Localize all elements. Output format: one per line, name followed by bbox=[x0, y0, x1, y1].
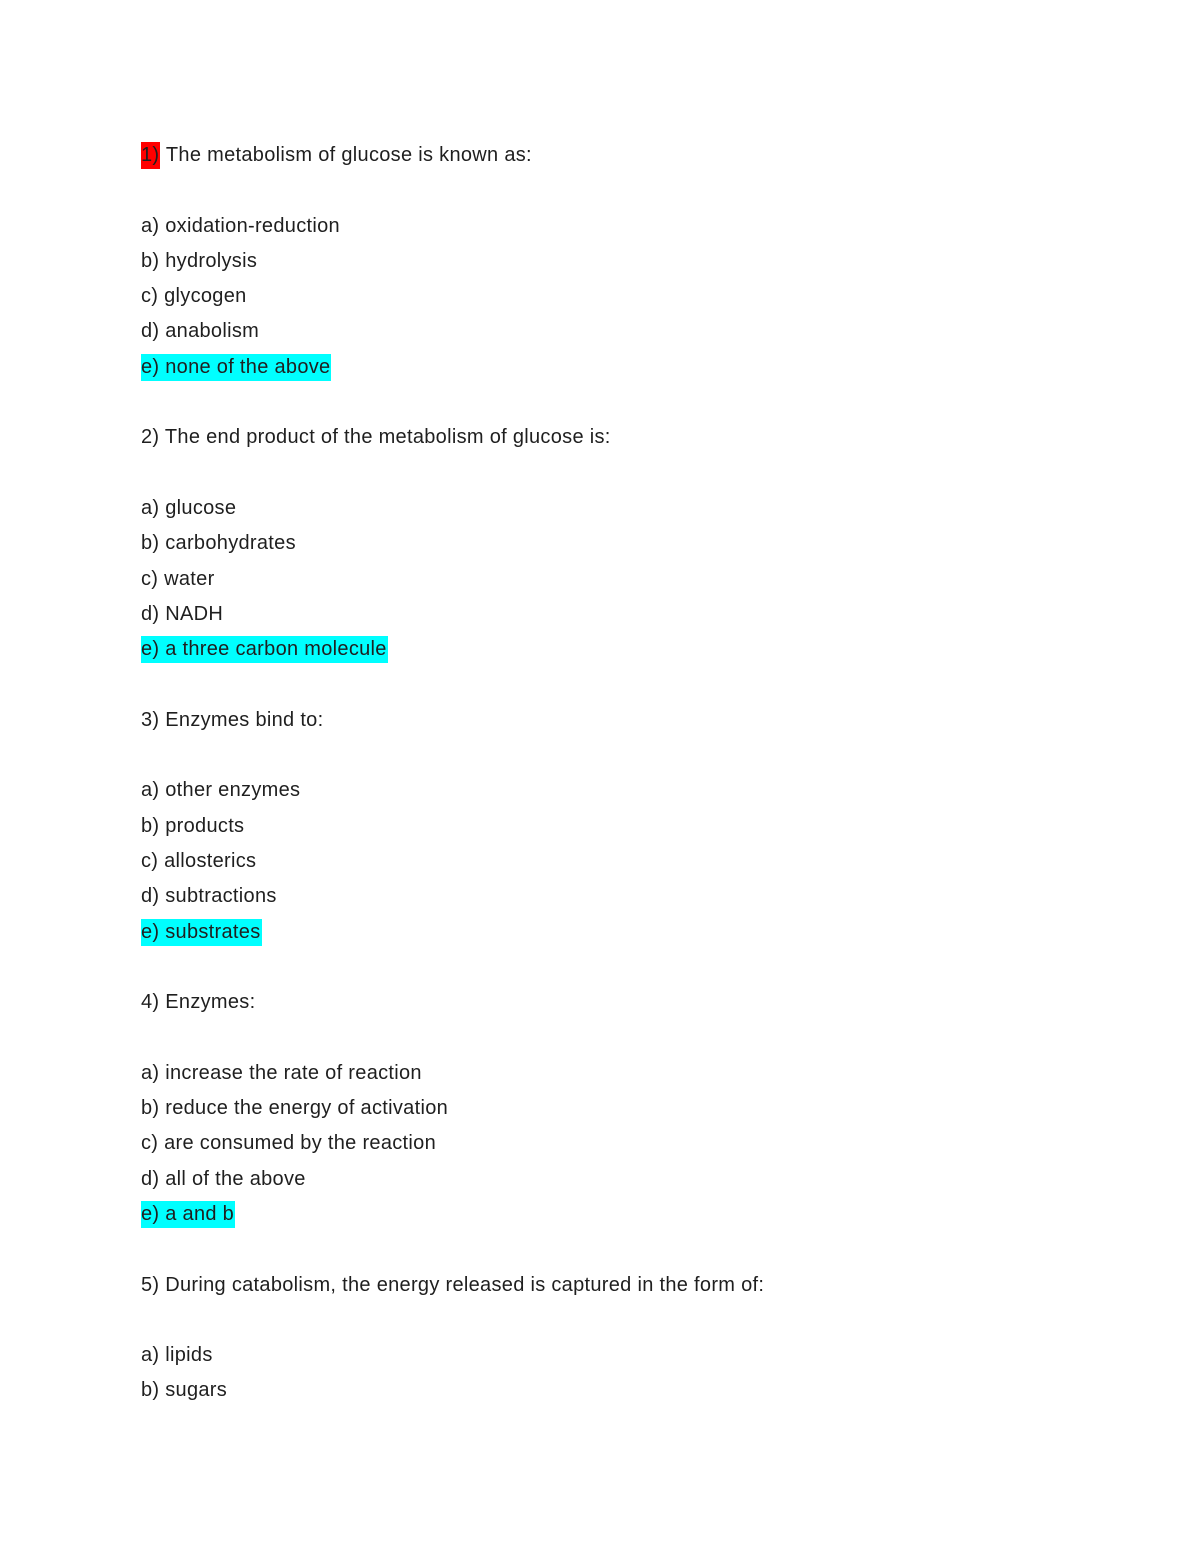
question-number: 5) bbox=[141, 1273, 160, 1296]
option-d: d) subtractions bbox=[141, 885, 277, 908]
question-5-prompt bbox=[141, 1270, 1101, 1305]
question-2 bbox=[141, 422, 1101, 704]
option-e bbox=[141, 1199, 1101, 1234]
option-a: a) other enzymes bbox=[141, 779, 301, 802]
document-page bbox=[141, 140, 1101, 1411]
question-number: 3) bbox=[141, 708, 160, 731]
spacer bbox=[141, 175, 1101, 210]
question-2-prompt bbox=[141, 422, 1101, 457]
question-stem: During catabolism, the energy released is captured in the form of: bbox=[165, 1273, 765, 1296]
spacer bbox=[141, 1234, 1101, 1269]
spacer bbox=[141, 387, 1101, 422]
option-c: c) are consumed by the reaction bbox=[141, 1132, 437, 1155]
option-a: a) oxidation-reduction bbox=[141, 214, 340, 237]
question-stem: Enzymes: bbox=[165, 991, 256, 1014]
spacer bbox=[141, 1305, 1101, 1340]
option-e bbox=[141, 352, 1101, 387]
option-b: b) hydrolysis bbox=[141, 249, 258, 272]
question-stem: The metabolism of glucose is known as: bbox=[165, 144, 532, 166]
question-1-prompt bbox=[141, 140, 1101, 175]
spacer bbox=[141, 952, 1101, 987]
option-b: b) sugars bbox=[141, 1379, 228, 1402]
question-5 bbox=[141, 1270, 1101, 1411]
option-a: a) glucose bbox=[141, 496, 237, 519]
option-b: b) products bbox=[141, 814, 245, 837]
question-3-prompt bbox=[141, 705, 1101, 740]
question-number: 2) bbox=[141, 426, 160, 449]
answer-highlight: e) substrates bbox=[141, 919, 262, 946]
option-b: b) carbohydrates bbox=[141, 532, 296, 555]
question-stem: Enzymes bind to: bbox=[165, 708, 324, 731]
answer-highlight: e) a three carbon molecule bbox=[141, 636, 388, 663]
option-e bbox=[141, 917, 1101, 952]
option-e bbox=[141, 634, 1101, 669]
question-1 bbox=[141, 140, 1101, 422]
question-number-highlight: 1) bbox=[141, 142, 160, 169]
answer-highlight: e) a and b bbox=[141, 1201, 235, 1228]
question-4 bbox=[141, 987, 1101, 1269]
spacer bbox=[141, 458, 1101, 493]
question-4-prompt bbox=[141, 987, 1101, 1022]
option-a: a) increase the rate of reaction bbox=[141, 1061, 422, 1084]
spacer bbox=[141, 669, 1101, 704]
option-b: b) reduce the energy of activation bbox=[141, 1097, 449, 1120]
option-c: c) allosterics bbox=[141, 849, 257, 872]
option-d: d) all of the above bbox=[141, 1167, 306, 1190]
spacer bbox=[141, 740, 1101, 775]
option-d: d) anabolism bbox=[141, 320, 260, 343]
option-d: d) NADH bbox=[141, 602, 224, 625]
question-3 bbox=[141, 705, 1101, 987]
option-a: a) lipids bbox=[141, 1344, 213, 1367]
answer-highlight: e) none of the above bbox=[141, 354, 331, 381]
question-stem: The end product of the metabolism of glucose is: bbox=[164, 426, 611, 449]
option-c: c) glycogen bbox=[141, 285, 247, 308]
spacer bbox=[141, 1022, 1101, 1057]
question-number: 4) bbox=[141, 991, 160, 1014]
option-c: c) water bbox=[141, 567, 215, 590]
